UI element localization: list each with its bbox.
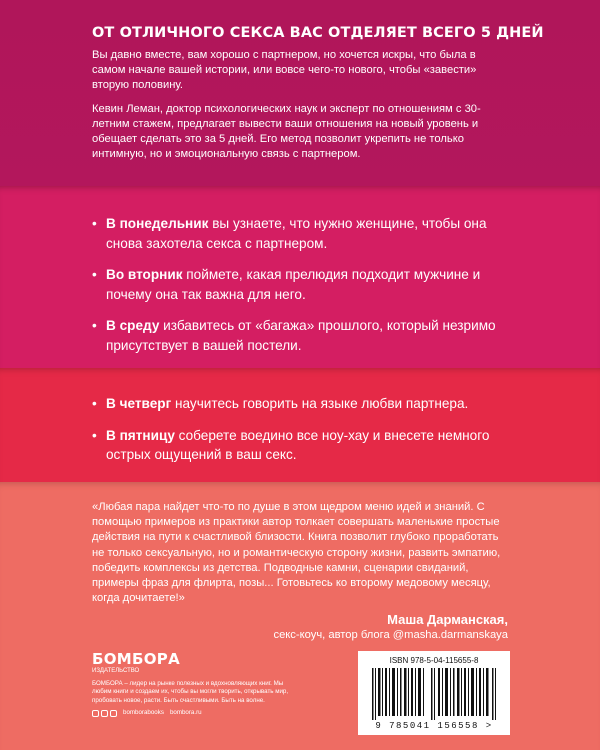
cover-headline: ОТ ОТЛИЧНОГО СЕКСА ВАС ОТДЕЛЯЕТ ВСЕГО 5 ДНЕЙ (92, 25, 544, 41)
social-icons (92, 710, 117, 717)
day-text: поймете, какая прелюдия подходит мужчине и почему она так важна для него. (106, 267, 481, 302)
barcode-bars-icon (370, 668, 500, 720)
day-text: соберете воедино все ноу-хау и внесете немного острых ощущений в ваш секс. (106, 427, 490, 462)
day-text: научитесь говорить на языке любви партнера. (171, 396, 469, 411)
barcode (358, 651, 510, 735)
list-item-monday (92, 214, 508, 253)
list-item-wednesday (92, 316, 508, 355)
publisher-links (92, 709, 302, 717)
intro-section (0, 0, 600, 186)
reviewer-name: Маша Дарманская, (387, 612, 508, 628)
reviewer-role: секс-коуч, автор блога @masha.darmanskaya (273, 629, 508, 642)
barcode-digits: 9 785041 156558 > (375, 721, 493, 731)
publisher-logo: БОМБОРА (92, 650, 180, 668)
isbn-number: ISBN 978-5-04-115655-8 (389, 656, 479, 665)
day-label: В пятницу (106, 427, 175, 443)
day-text: вы узнаете, что нужно женщине, чтобы она снова захотела секса с партнером. (106, 216, 487, 251)
day-label: В среду (106, 318, 160, 333)
review-quote: «Любая пара найдет что-то по душе в этом щедром меню идей и знаний. С помощью примеров из практики автор толкает совершать маленькие простые действия на пути к счастливой близости. Книга позволит глубоко проработать не только сексуальную, но и романтическую сторону жизни, развить эмпатию, победить комплексы из детства. Подводные камни, сценарии свиданий, примеры фраз для флирта, позы... Готовьтесь ко второму медовому месяцу, когда дочитаете!» (92, 501, 501, 605)
day-label: В понедельник (106, 216, 209, 231)
youtube-icon (110, 710, 117, 717)
publisher-block (92, 652, 302, 717)
author-paragraph: Кевин Леман, доктор психологических наук и эксперт по отношениям с 30-летним стажем, предлагает вывести ваши отношения на новый уровень и обещает сделать это за 5 дней. Его метод позволит укрепить не только интимную, но и эмоциональную связь с партнером. (92, 103, 481, 160)
day-text: избавитесь от «багажа» прошлого, который незримо присутствует в вашей постели. (106, 318, 496, 353)
list-item-thursday (92, 394, 508, 414)
publisher-description: БОМБОРА – лидер на рынке полезных и вдохновляющих книг. Мы любим книги и создаем их, чтобы вы могли творить, открывать мир, пробовать новое, расти. Быть счастливыми. Быть на волне. (92, 680, 289, 704)
days-section-2 (0, 368, 600, 482)
publisher-social-handle: bomborabooks (123, 709, 164, 717)
list-item-tuesday (92, 265, 508, 304)
publisher-website: bombora.ru (169, 709, 202, 717)
list-item-friday (92, 426, 508, 465)
days-section-1 (0, 186, 600, 368)
day-label: В четверг (106, 396, 172, 411)
day-label: Во вторник (106, 267, 183, 282)
vk-icon (92, 710, 99, 717)
telegram-icon (101, 710, 108, 717)
intro-paragraph: Вы давно вместе, вам хорошо с партнером, но хочется искры, что была в самом начале вашей истории, или вовсе чего-то нового, чтобы «завести» вторую половину. (92, 49, 477, 91)
publisher-logo-subtitle: ИЗДАТЕЛЬСТВО (92, 668, 140, 674)
